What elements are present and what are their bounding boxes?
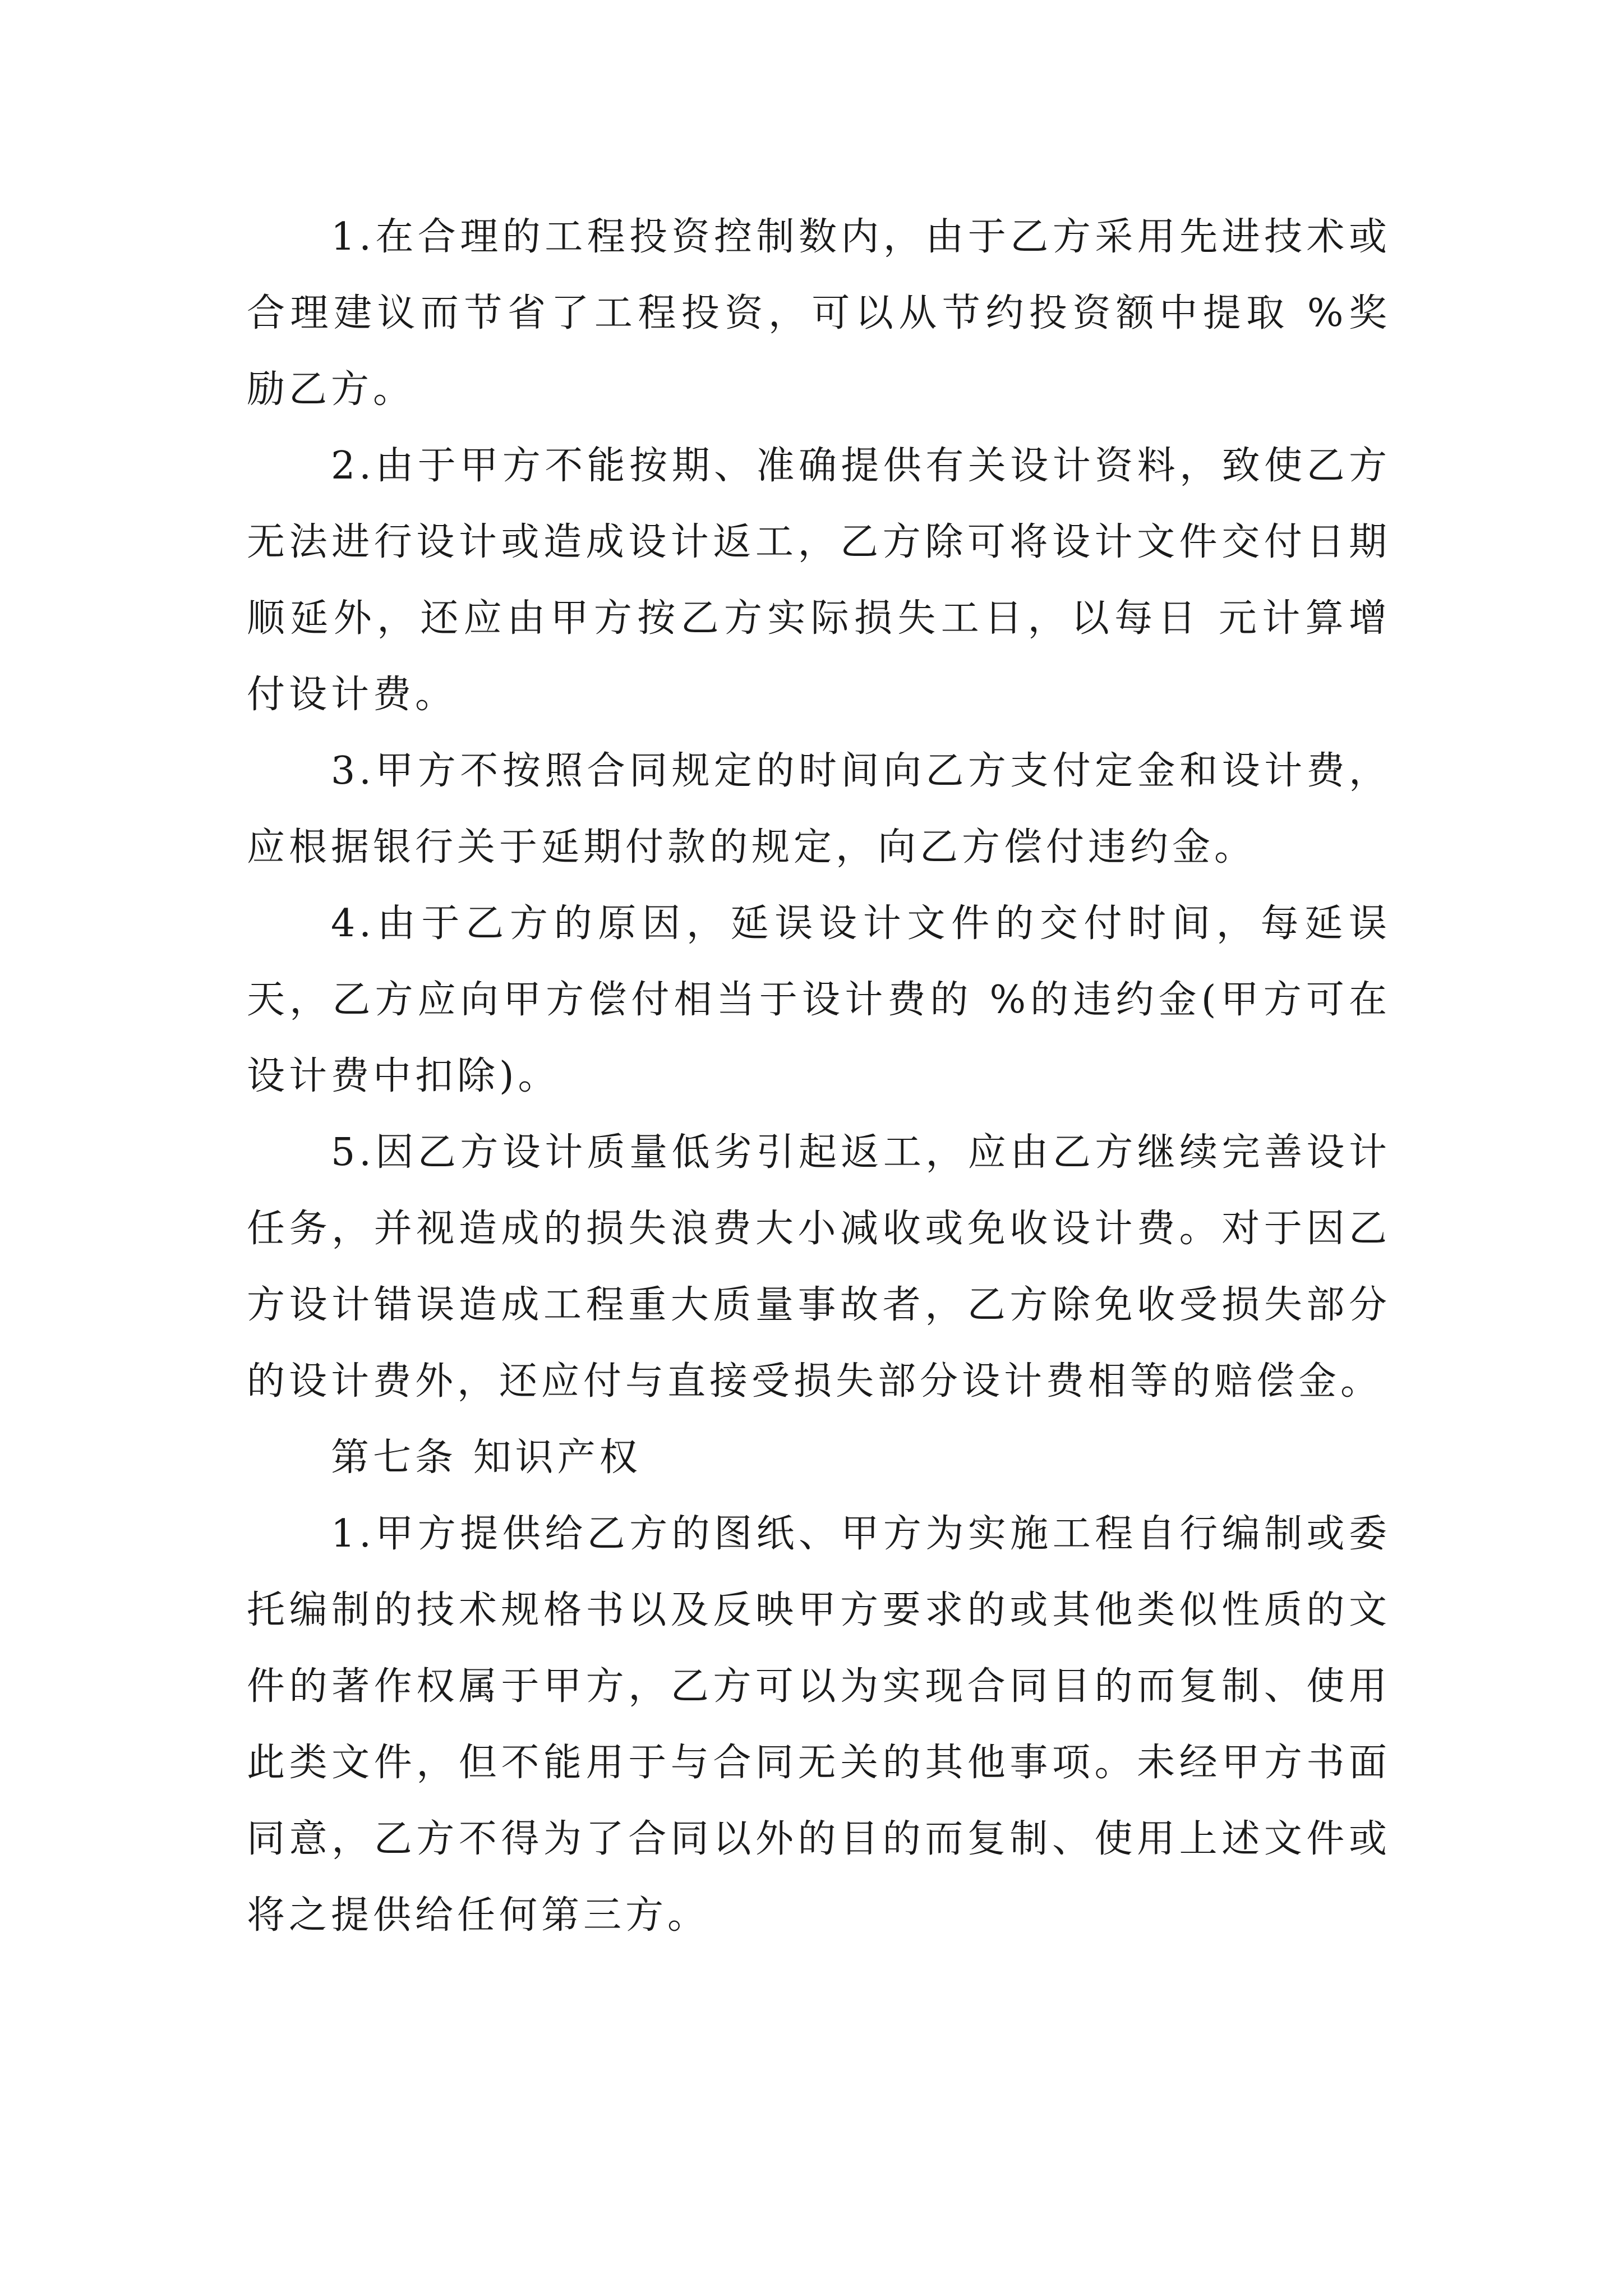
clause-3-paragraph: 3.甲方不按照合同规定的时间向乙方支付定金和设计费，应根据银行关于延期付款的规定，向乙方偿付违约金。 <box>247 749 1391 869</box>
section-clause-1-paragraph: 1.甲方提供给乙方的图纸、甲方为实施工程自行编制或委托编制的技术规格书以及反映甲方要求的或其他类似性质的文件的著作权属于甲方，乙方可以为实现合同目的而复制、使用此类文件，但不能用于与合同无关的其他事项。未经甲方书面同意，乙方不得为了合同以外的目的而复制、使用上述文件或将之提供给任何第三方。 <box>247 1512 1391 1938</box>
clause-5-paragraph: 5.因乙方设计质量低劣引起返工，应由乙方继续完善设计任务，并视造成的损失浪费大小减收或免收设计费。对于因乙方设计错误造成工程重大质量事故者，乙方除免收受损失部分的设计费外，还应付与直接受损失部分设计费相等的赔偿金。 <box>247 1130 1391 1404</box>
section-heading: 第七条 知识产权 <box>331 1435 642 1480</box>
clause-1-paragraph: 1.在合理的工程投资控制数内，由于乙方采用先进技术或合理建议而节省了工程投资，可以从节约投资额中提取 %奖励乙方。 <box>247 215 1391 412</box>
document-body <box>247 199 1391 1954</box>
clause-2-paragraph: 2.由于甲方不能按期、准确提供有关设计资料，致使乙方无法进行设计或造成设计返工，乙方除可将设计文件交付日期顺延外，还应由甲方按乙方实际损失工日，以每日 元计算增付设计费。 <box>247 444 1391 717</box>
clause-4-paragraph: 4.由于乙方的原因，延误设计文件的交付时间，每延误天，乙方应向甲方偿付相当于设计费的 %的违约金(甲方可在设计费中扣除)。 <box>247 901 1391 1098</box>
